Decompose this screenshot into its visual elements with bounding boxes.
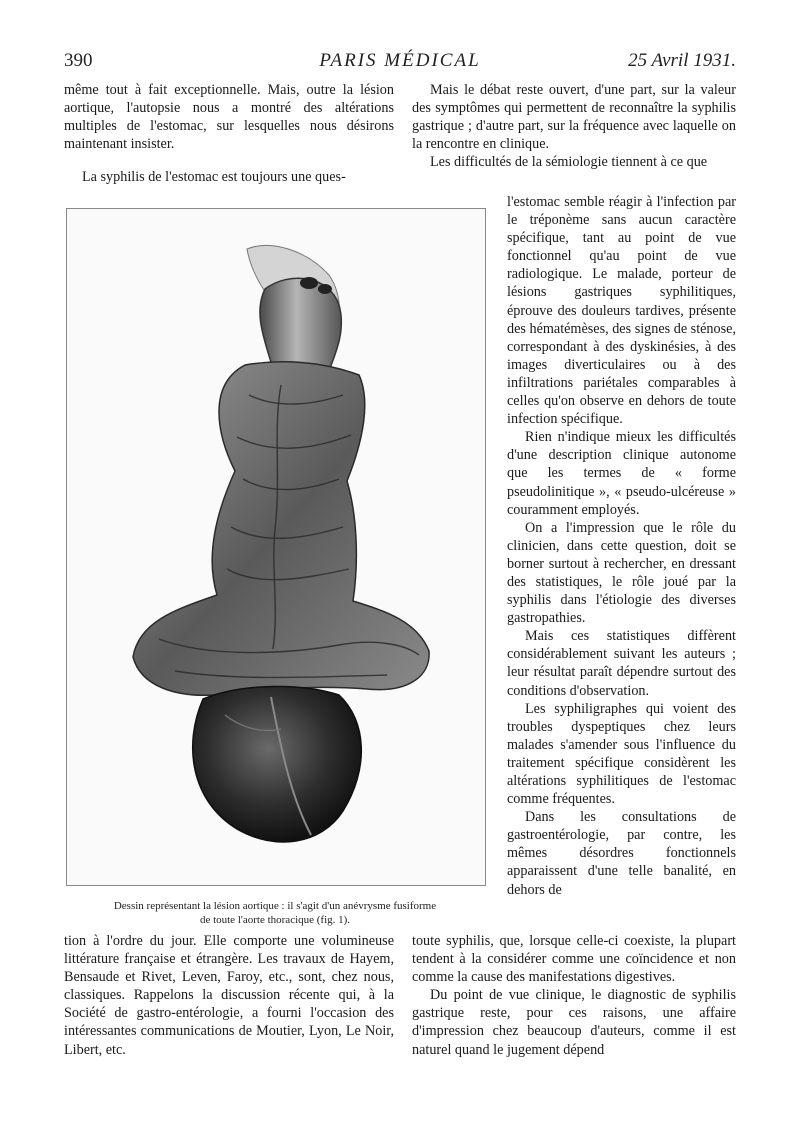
paragraph: l'estomac semble réagir à l'infection par le tréponème sans aucun caractère spécifique, tant au point de vue fonctionnel qu'au point de vue radiologique. Le malade, porteur de lésions gastriques syphilitiques, éprouve des douleurs tardives, présente des hématémèses, des signes de sténose, correspondant à des dyskinésies, à des images diverticulaires ou à des infiltrations pariétales comparables à celles qu'on observe en dehors de toute infection spécifique. <box>507 194 736 428</box>
paragraph: La syphilis de l'estomac est toujours une ques- <box>82 169 346 186</box>
paragraph: Mais le débat reste ouvert, d'une part, sur la valeur des symptômes qui permettent de reconnaître la syphilis gastrique ; d'autre part, sur la fréquence avec laquelle on la rencontre en clinique. <box>412 82 736 153</box>
paragraph: On a l'impression que le rôle du clinicien, dans cette question, doit se borner surtout à rechercher, en dressant des statistiques, le rôle joué par la syphilis dans l'étiologie des diverses gastropathies. <box>507 519 736 627</box>
paragraph: Du point de vue clinique, le diagnostic de syphilis gastrique reste, pour ces raisons, une affaire d'impression chez beaucoup d'auteurs, comme il est naturel quand le jugement dépend <box>412 987 736 1058</box>
right-column-text <box>507 193 736 899</box>
paragraph: Les syphiligraphes qui voient des troubles dyspeptiques chez leurs malades s'amender sous l'influence du traitement spécifique considèrent les altérations syphilitiques de l'estomac comme fréquentes. <box>507 700 736 808</box>
aneurysm-drawing <box>67 209 485 885</box>
paragraph: tion à l'ordre du jour. Elle comporte une volumineuse littérature française et étrangère. Les travaux de Hayem, Bensaude et Rivet, Leven, Faroy, etc., sont, chez nous, classiques. Rappelons la discussion récente qui, à la Société de gastro-entérologie, a fourni l'occasion des intéressantes communications de Moutier, Lyon, Le Noir, Libert, etc. <box>64 933 394 1058</box>
bottom-left-text <box>64 932 394 1059</box>
top-right-text <box>412 81 736 171</box>
issue-date: 25 Avril 1931. <box>628 50 736 71</box>
journal-title: PARIS MÉDICAL <box>319 50 481 71</box>
paragraph: Mais ces statistiques diffèrent considérablement suivant les auteurs ; leur résultat paraît dépendre surtout des conditions d'observation. <box>507 628 736 699</box>
paragraph: Dans les consultations de gastroentérologie, par contre, les mêmes désordres fonctionnels apparaissent d'une telle banalité, en dehors de <box>507 809 736 898</box>
bottom-right-text <box>412 932 736 1059</box>
aorta-illustration <box>66 208 486 886</box>
caption-line: Dessin représentant la lésion aortique : il s'agit d'un anévrysme fusiforme <box>113 900 437 912</box>
paragraph: toute syphilis, que, lorsque celle-ci coexiste, la plupart tendent à la considérer comme une coïncidence et non comme la cause des manifestations digestives. <box>412 933 736 986</box>
top-left-text <box>64 81 394 186</box>
page-number: 390 <box>64 50 93 71</box>
paragraph: Les difficultés de la sémiologie tiennent à ce que <box>430 154 708 171</box>
figure-caption <box>66 899 484 927</box>
paragraph: Rien n'indique mieux les difficultés d'une description clinique autonome que les termes de « forme pseudolinitique », « pseudo-ulcéreuse » couramment employés. <box>507 429 736 518</box>
caption-line: de toute l'aorte thoracique (fig. 1). <box>199 914 351 926</box>
paragraph: même tout à fait exceptionnelle. Mais, outre la lésion aortique, l'autopsie nous a montré des altérations multiples de l'estomac, sur lesquelles nous désirons maintenant insister. <box>64 82 394 153</box>
